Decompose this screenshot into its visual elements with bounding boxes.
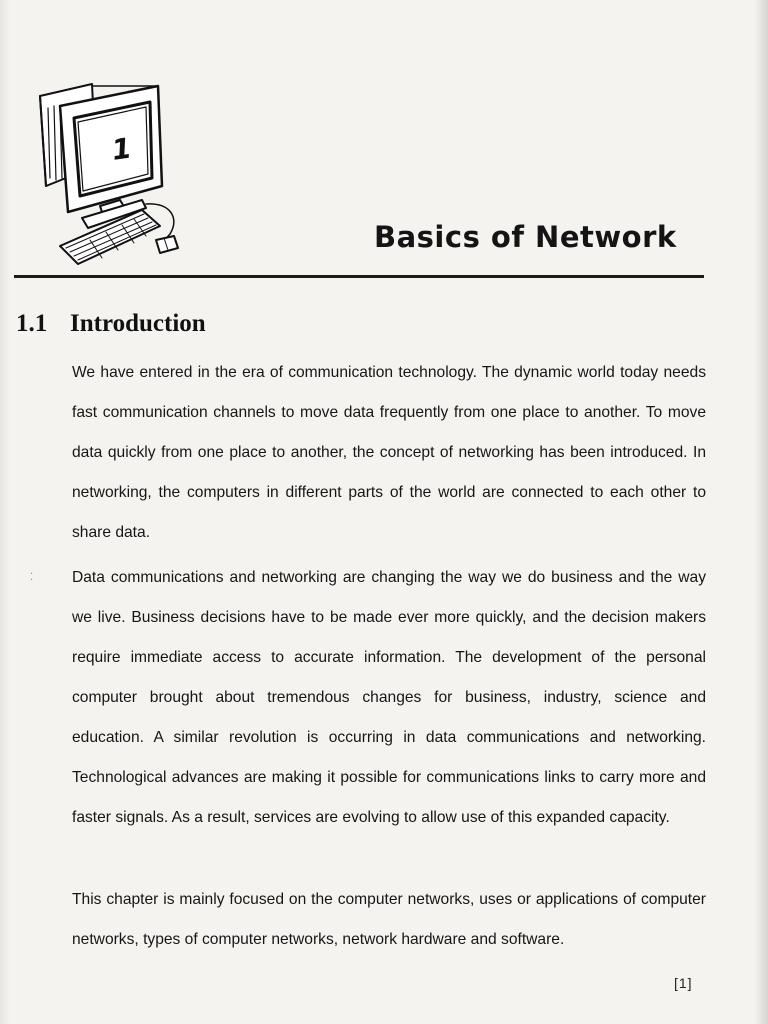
margin-mark: ⁚ [30,572,34,583]
chapter-divider [14,275,704,278]
page-edge-shadow-left [0,0,10,1024]
paragraph-data-communications: Data communications and networking are changing the way we do business and the way we live. Business decisions have to be made ever more quickly, and the decision makers require immediate access to accurate information. The development of the personal computer brought about tremendous changes for business, industry, science and education. A similar revolution is occurring in data communications and networking. Technological advances are making it possible for communications links to carry more and faster signals. As a result, services are evolving to allow use of this expanded capacity. [72,569,706,826]
section-heading [16,310,206,338]
chapter-title: Basics of Network [374,220,677,254]
computer-icon [30,78,190,268]
page-edge-shadow-right [754,0,768,1024]
chapter-number: 1 [109,131,134,167]
page-number: [1] [674,975,693,991]
paragraph-chapter-focus: This chapter is mainly focused on the computer networks, uses or applications of computer networks, types of computer networks, network hardware and software. [72,891,706,948]
paragraph-introduction: We have entered in the era of communication technology. The dynamic world today needs fast communication channels to move data frequently from one place to another. To move data quickly from one place to another, the concept of networking has been introduced. In networking, the computers in different parts of the world are connected to each other to share data. [72,364,706,541]
section-number: 1.1 [16,310,48,337]
section-title: Introduction [70,310,206,337]
